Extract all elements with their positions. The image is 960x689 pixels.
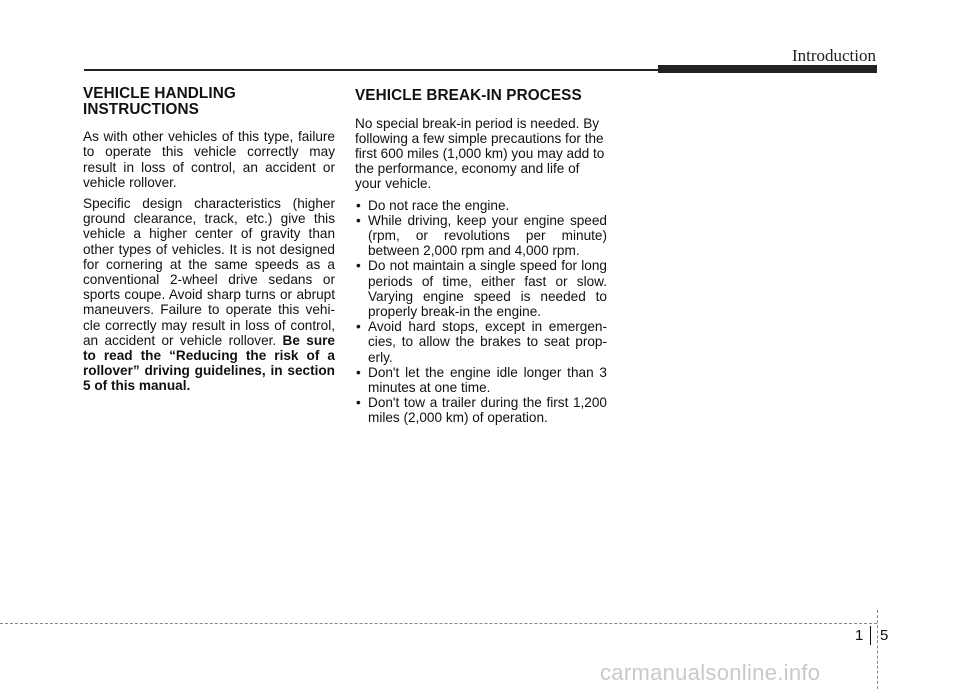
list-item: • While driving, keep your engine speed (rpm, or revolutions per minute) between 2,000 rpm and 4,000 rpm.: [356, 212, 607, 259]
handling-heading-line2: INSTRUCTIONS: [83, 100, 199, 118]
footer-divider: [877, 610, 878, 689]
watermark: carmanualsonline.info: [600, 660, 821, 685]
breakin-intro: No special break-in period is needed. By following a few simple precautions for the first 600 miles (1,000 km) you may add to the performance, economy and life of your vehicle.: [355, 115, 605, 192]
footer-rule: [0, 623, 877, 624]
bullet-dot-icon: •: [356, 212, 361, 228]
breakin-column: [355, 86, 607, 426]
bullet-dot-icon: •: [356, 197, 361, 213]
list-item: • Avoid hard stops, except in emergen-cies, to allow the brakes to seat prop-erly.: [356, 319, 607, 365]
list-item: • Do not maintain a single speed for long periods of time, either fast or slow. Varying engine speed is needed to properly break-in the engine.: [356, 258, 607, 320]
handling-heading-line1: VEHICLE HANDLING: [83, 85, 236, 102]
page-number: 5: [880, 627, 889, 644]
list-item: • Don't let the engine idle longer than 3 minutes at one time.: [356, 364, 607, 396]
header-rule-accent: [658, 65, 877, 73]
list-item: • Don't tow a trailer during the first 1,200 miles (2,000 km) of operation.: [356, 395, 607, 426]
section-title: Introduction: [791, 46, 876, 65]
handling-heading: [83, 86, 335, 117]
bullet-dot-icon: •: [356, 258, 361, 274]
page-number-separator: [870, 626, 871, 645]
breakin-heading: VEHICLE BREAK-IN PROCESS: [355, 87, 582, 104]
header-rule: [84, 69, 660, 71]
bullet-dot-icon: •: [356, 395, 361, 411]
handling-paragraph-2-text: Specific design characteristics (higher ground clearance, track, etc.) give this vehicle a higher center of gravity than other types of vehicles. It is not designed for cornering at the same speeds as a conventional 2-wheel drive sedans or sports coupe. Avoid sharp turns or abrupt maneuvers. Failure to operate this vehi-cle correctly may result in loss of control, an accident or vehicle rollover.: [83, 196, 335, 348]
handling-paragraph-2: [83, 196, 335, 394]
bullet-dot-icon: •: [356, 319, 361, 335]
list-item: • Do not race the engine.: [356, 197, 510, 213]
breakin-bullet-list: [355, 198, 607, 426]
chapter-number: 1: [855, 627, 864, 644]
handling-paragraph-1: As with other vehicles of this type, failure to operate this vehicle correctly may result in loss of control, an accident or vehicle rollover.: [83, 129, 335, 190]
rollover-warning: Be sure to read the “Reducing the risk of a rollover” driving guidelines, in section 5 of this manual.: [83, 332, 335, 394]
handling-column: [83, 86, 335, 400]
bullet-dot-icon: •: [356, 364, 361, 380]
